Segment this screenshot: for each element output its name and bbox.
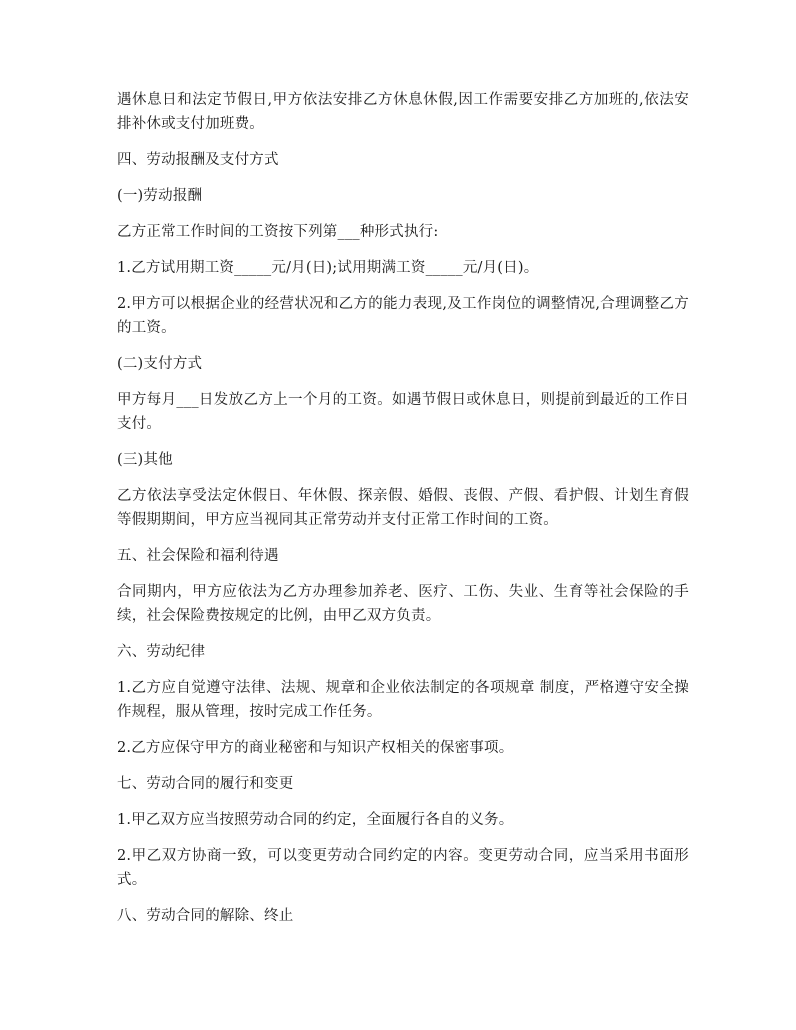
paragraph-leave: 乙方依法享受法定休假日、年休假、探亲假、婚假、丧假、产假、看护假、计划生育假等假期期间，甲方应当视同其正常劳动并支付正常工作时间的工资。 xyxy=(117,488,689,528)
paragraph-insurance: 合同期内，甲方应依法为乙方办理参加养老、医疗、工伤、失业、生育等社会保险的手续，社会保险费按规定的比例，由甲乙双方负责。 xyxy=(117,584,689,624)
paragraph-performance-1: 1.甲乙双方应当按照劳动合同的约定，全面履行各自的义务。 xyxy=(117,812,514,828)
paragraph-payment-day: 甲方每月___日发放乙方上一个月的工资。如遇节假日或休息日，则提前到最近的工作日支付。 xyxy=(117,392,689,432)
paragraph-overtime: 遇休息日和法定节假日,甲方依法安排乙方休息休假,因工作需要安排乙方加班的,依法安排补休或支付加班费。 xyxy=(117,92,689,132)
subheading-other: (三)其他 xyxy=(117,452,173,468)
section-heading-discipline: 六、劳动纪律 xyxy=(117,644,206,660)
section-heading-insurance: 五、社会保险和福利待遇 xyxy=(117,548,279,564)
document-body xyxy=(117,88,689,940)
paragraph-discipline-2: 2.乙方应保守甲方的商业秘密和与知识产权相关的保密事项。 xyxy=(117,740,514,756)
paragraph-wage-form: 乙方正常工作时间的工资按下列第___种形式执行: xyxy=(117,224,439,240)
section-heading-performance: 七、劳动合同的履行和变更 xyxy=(117,776,294,792)
section-heading-remuneration: 四、劳动报酬及支付方式 xyxy=(117,152,279,168)
paragraph-probation-wage: 1.乙方试用期工资_____元/月(日);试用期满工资_____元/月(日)。 xyxy=(117,260,539,276)
paragraph-wage-adjustment: 2.甲方可以根据企业的经营状况和乙方的能力表现,及工作岗位的调整情况,合理调整乙方的工资。 xyxy=(117,296,689,336)
subheading-payment-method: (二)支付方式 xyxy=(117,356,203,372)
section-heading-termination: 八、劳动合同的解除、终止 xyxy=(117,908,294,924)
paragraph-discipline-1: 1.乙方应自觉遵守法律、法规、规章和企业依法制定的各项规章 制度，严格遵守安全操作规程，服从管理，按时完成工作任务。 xyxy=(117,680,689,720)
subheading-remuneration: (一)劳动报酬 xyxy=(117,188,203,204)
paragraph-performance-2: 2.甲乙双方协商一致，可以变更劳动合同约定的内容。变更劳动合同，应当采用书面形式。 xyxy=(117,848,689,888)
